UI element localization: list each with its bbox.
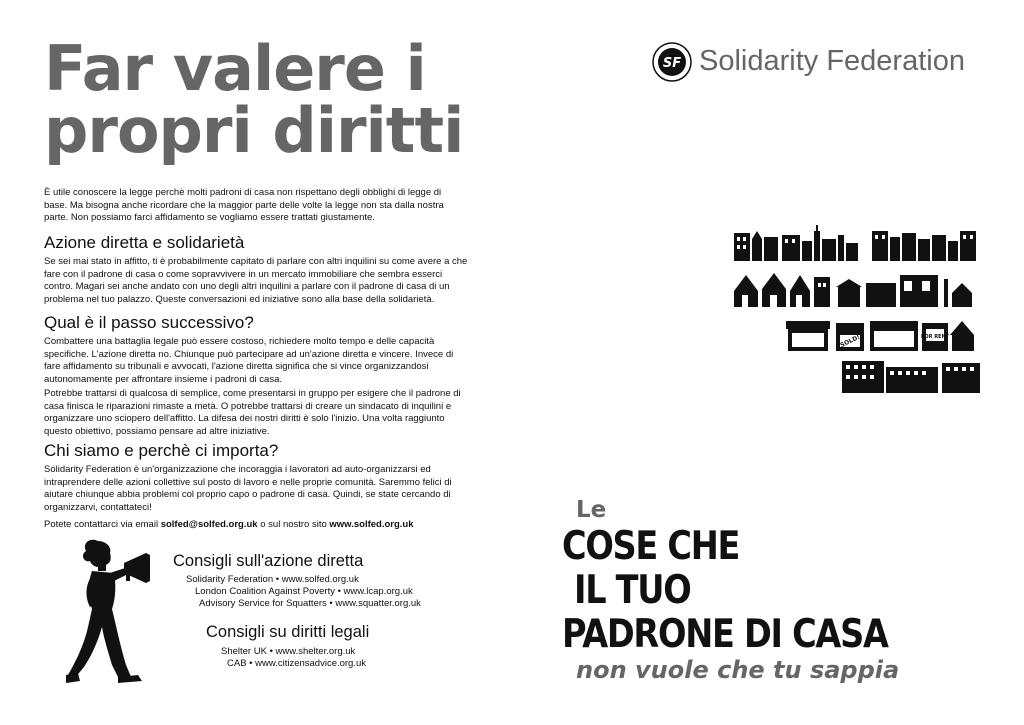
solfed-logo-icon: [652, 42, 692, 82]
megaphone-person-icon: [66, 535, 186, 687]
sold-sign-text: SOLD!: [839, 333, 862, 350]
cover-line-3: PADRONE DI CASA: [562, 612, 888, 657]
page-title-line-1: Far valere i: [44, 32, 426, 105]
section-heading-who-we-are: Chi siamo e perchè ci importa?: [44, 441, 279, 460]
logo-text: SF: [662, 56, 682, 71]
tips-legal-heading: Consigli su diritti legali: [206, 623, 370, 641]
page-title: [44, 32, 464, 167]
tips-direct-line-2: London Coalition Against Poverty • www.lcap.org.uk: [195, 586, 413, 597]
cover-subtitle: non vuole che tu sappia: [576, 656, 900, 684]
tips-direct-line-3: Advisory Service for Squatters • www.squatter.org.uk: [199, 598, 421, 609]
cover-line-1: COSE CHE: [562, 524, 740, 569]
for-rent-sign-text: FOR RENT: [920, 334, 950, 340]
cover-le: Le: [576, 497, 607, 523]
contact-middle: o sul nostro sito: [257, 519, 330, 530]
city-buildings-icon: [732, 225, 982, 395]
section-paragraph-who-we-are: Solidarity Federation è un'organizzazione che incoraggia i lavoratori ad auto-organizzarsi ed intraprendere delle azioni collettive sul posto di lavoro e nelle proprie comunità. Saremmo felici di aiutare chiunque abbia problemi col proprio capo o padrone di casa. Quindi, se state cercando di organizzarvi, contattateci!: [44, 464, 452, 513]
page-title-line-2: propri diritti: [44, 94, 464, 167]
tips-direct-line-1: Solidarity Federation • www.solfed.org.uk: [186, 574, 359, 585]
brand-name: Solidarity Federation: [699, 45, 965, 77]
contact-site-link[interactable]: www.solfed.org.uk: [329, 519, 414, 530]
contact-line: [44, 519, 469, 532]
section-paragraph-direct-action: Se sei mai stato in affitto, ti è probabilmente capitato di parlare con altri inquilini su come avere a che fare con il padrone di casa o come sopravvivere in un mercato immobiliare che sembra esserci contro. Magari sei anche andato con uno degli altri inquilini a parlare con il padrone di casa di un problema nel tuo palazzo. Queste conversazioni ed iniziative sono alla base della solidarietà.: [44, 256, 468, 305]
cover-line-2: IL TUO: [574, 568, 691, 613]
section-paragraph-next-step-2: Potrebbe trattarsi di qualcosa di semplice, come presentarsi in gruppo per esigere che il padrone di casa finisca le riparazioni rimaste a metà. O potrebbe trattarsi di creare un sindacato di inquilini e organizzare uno sciopero dell'affitto. La difesa dei nostri diritti è solo l'inizio. Una volta raggiunto questo obiettivo, possiamo pensare ad altre iniziative.: [44, 388, 461, 437]
tips-legal-line-2: CAB • www.citizensadvice.org.uk: [227, 658, 367, 669]
tips-legal-line-1: Shelter UK • www.shelter.org.uk: [221, 646, 356, 657]
contact-prefix: Potete contattarci via email: [44, 519, 161, 530]
contact-email-link[interactable]: solfed@solfed.org.uk: [160, 519, 258, 530]
section-heading-direct-action: Azione diretta e solidarietà: [44, 233, 245, 252]
tips-direct-heading: Consigli sull'azione diretta: [173, 552, 364, 570]
intro-paragraph: È utile conoscere la legge perchè molti padroni di casa non rispettano degli obblighi di legge di base. Ma bisogna anche ricordare che la maggior parte delle volte la legge non sta dalla nostra parte. Non possiamo farci affidamento se vogliamo essere trattati giustamente.: [44, 187, 444, 223]
section-paragraph-next-step-1: Combattere una battaglia legale può essere costoso, richiedere molto tempo e delle capacità specifiche. L'azione diretta no. Chiunque può partecipare ad un'azione diretta e vincere. Invece di fare affidamento su tribunali e avvocati, l'azione diretta significa che si vince organizzandosi autonomamente per affrontare insieme i padroni di casa.: [44, 336, 454, 385]
section-heading-next-step: Qual è il passo successivo?: [44, 313, 254, 332]
